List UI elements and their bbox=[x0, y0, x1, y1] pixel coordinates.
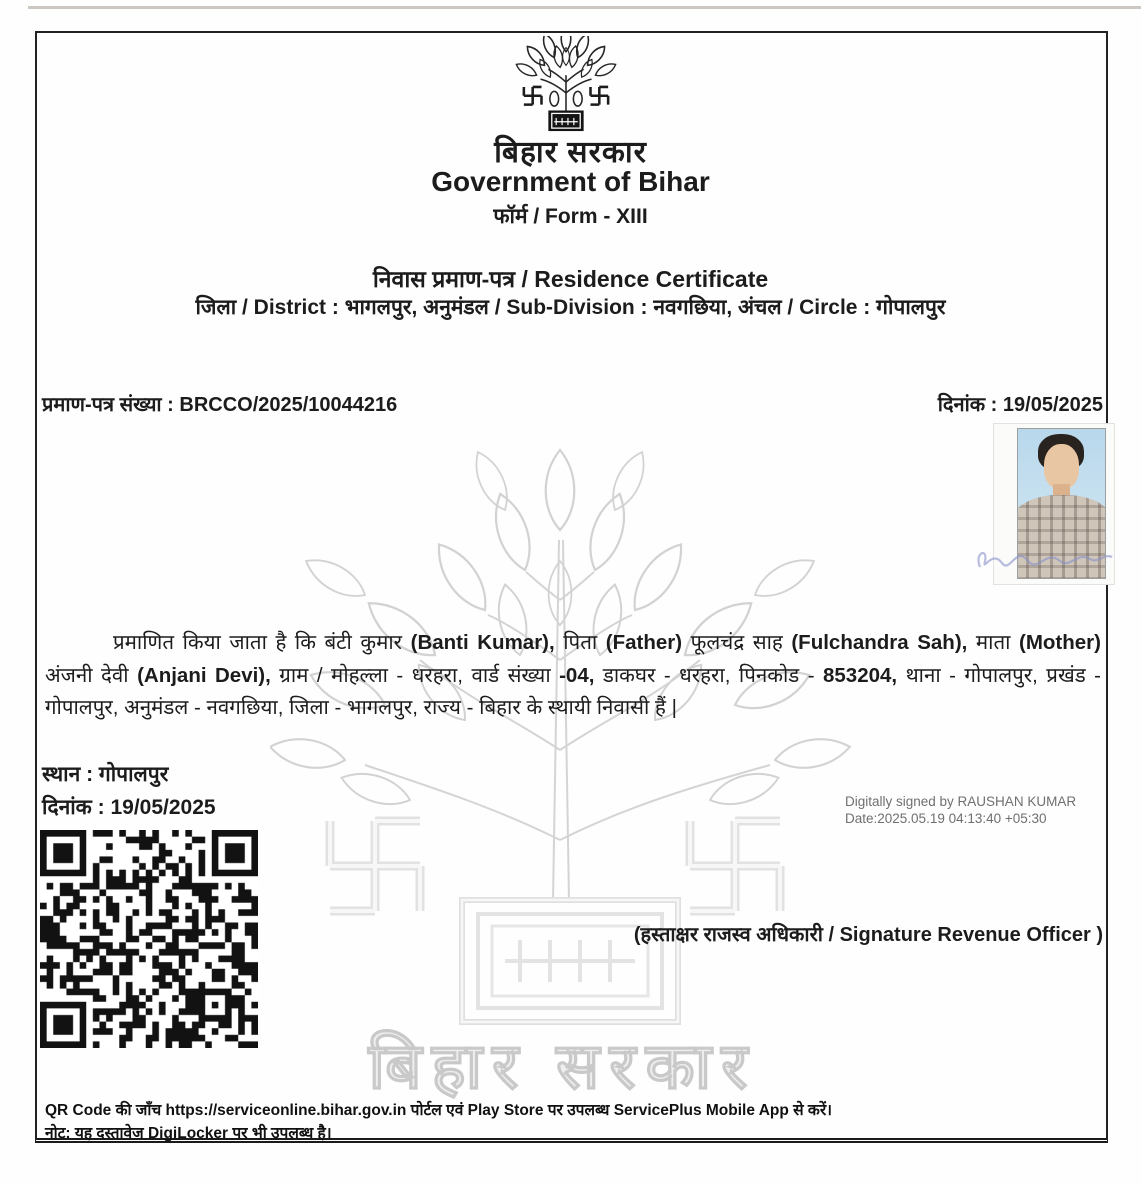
digital-signature-line2: Date:2025.05.19 04:13:40 +05:30 bbox=[845, 811, 1047, 826]
scan-artifact-top-line bbox=[28, 6, 1141, 9]
body-segment: -04, bbox=[559, 663, 595, 687]
digital-signature-note bbox=[845, 793, 1125, 827]
body-segment: थाना - गोपालपुर, प्रखंड - गोपालपुर, अनुमंडल - नवगछिया, जिला - भागलपुर, राज्य - बिहार के स्थायी निवासी हैं | bbox=[45, 663, 1101, 719]
body-segment: (Banti Kumar), bbox=[410, 631, 555, 654]
certificate-number: प्रमाण-पत्र संख्या : BRCCO/2025/10044216 bbox=[42, 394, 398, 416]
photo-signature-overlay-icon bbox=[972, 533, 1117, 585]
photo-face bbox=[1044, 444, 1079, 489]
digital-signature-line1: Digitally signed by RAUSHAN KUMAR bbox=[845, 794, 1077, 809]
body-segment: (Anjani Devi), bbox=[137, 663, 271, 687]
body-segment: (Mother) bbox=[1019, 631, 1101, 654]
certificate-title: निवास प्रमाण-पत्र / Residence Certificate bbox=[372, 266, 769, 292]
footer-notes bbox=[45, 1099, 1095, 1145]
body-segment: फूलचंद्र साह bbox=[682, 631, 792, 654]
qr-code bbox=[40, 830, 258, 1048]
emblem-left-swastika-icon bbox=[524, 87, 542, 105]
body-segment: माता bbox=[967, 631, 1019, 654]
body-segment: पिता bbox=[554, 631, 606, 654]
footer-qr-verification-note: QR Code की जाँच https://serviceonline.bihar.gov.in पोर्टल एवं Play Store पर उपलब्ध ServicePlus Mobile App से करें। bbox=[45, 1102, 833, 1119]
issue-date: दिनांक : 19/05/2025 bbox=[937, 394, 1103, 416]
issue-place-date: दिनांक : 19/05/2025 bbox=[42, 796, 216, 819]
body-segment: 853204, bbox=[823, 663, 898, 687]
revenue-officer-signature-line: (हस्ताक्षर राजस्व अधिकारी / Signature Revenue Officer ) bbox=[633, 924, 1103, 946]
org-name-english: Government of Bihar bbox=[431, 166, 710, 197]
body-segment: प्रमाणित किया जाता है कि बंटी कुमार bbox=[113, 631, 411, 654]
watermark-text: बिहार सरकार bbox=[368, 1030, 758, 1102]
body-segment: अंजनी देवी bbox=[45, 663, 138, 687]
issue-place: स्थान : गोपालपुर bbox=[42, 763, 169, 786]
body-segment: (Fulchandra Sah), bbox=[791, 631, 968, 654]
body-segment: (Father) bbox=[605, 631, 683, 654]
body-segment: डाकघर - धरहरा, पिनकोड - bbox=[594, 663, 823, 687]
form-number: फॉर्म / Form - XIII bbox=[493, 205, 648, 228]
body-segment: ग्राम / मोहल्ला - धरहरा, वार्ड संख्या bbox=[270, 663, 560, 687]
emblem-seal-icon bbox=[548, 110, 583, 131]
org-name-hindi: बिहार सरकार bbox=[494, 136, 647, 169]
emblem-right-swastika-icon bbox=[591, 87, 609, 105]
bihar-government-emblem-icon bbox=[506, 36, 626, 134]
footer-digilocker-note: नोट: यह दस्तावेज DigiLocker पर भी उपलब्ध है। bbox=[45, 1125, 332, 1142]
district-subdivision-circle-line: जिला / District : भागलपुर, अनुमंडल / Sub-Division : नवगछिया, अंचल / Circle : गोपालपुर bbox=[195, 296, 946, 319]
certificate-body bbox=[45, 627, 1101, 725]
